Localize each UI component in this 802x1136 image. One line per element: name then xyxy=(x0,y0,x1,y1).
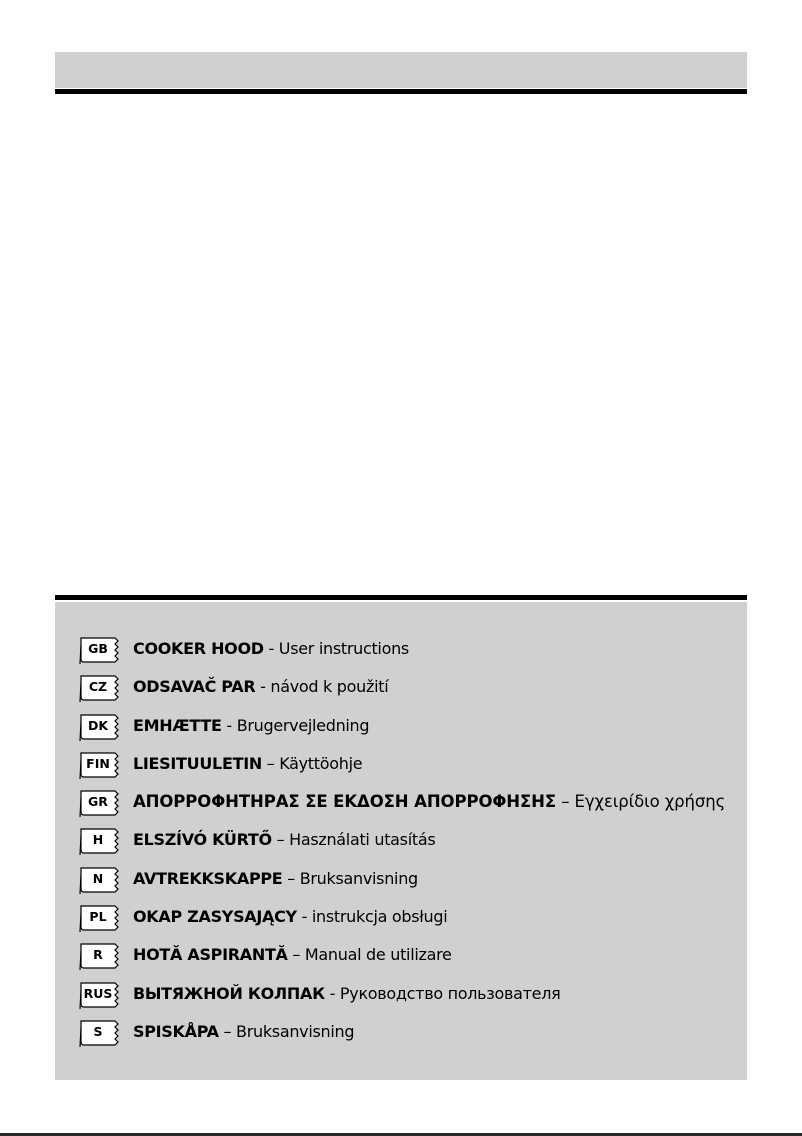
language-code: GB xyxy=(88,641,108,656)
title-separator: - xyxy=(296,907,312,927)
manual-subtitle: Εγχειρίδιο χρήσης xyxy=(574,792,726,812)
language-code: PL xyxy=(89,909,107,925)
language-list xyxy=(80,636,740,1057)
language-item-n xyxy=(80,866,740,904)
product-name: ВЫТЯЖНОЙ КОЛПАК xyxy=(133,983,325,1003)
title-separator: – xyxy=(556,792,575,812)
language-tag-icon xyxy=(80,944,120,966)
language-code: RUS xyxy=(83,985,113,1001)
title-separator: – xyxy=(282,868,300,888)
title-separator: - xyxy=(255,677,271,697)
language-title xyxy=(133,830,435,850)
language-code: GR xyxy=(88,794,108,810)
language-panel xyxy=(55,602,747,1080)
manual-subtitle: Brugervejledning xyxy=(236,715,370,735)
manual-subtitle: návod k použití xyxy=(270,677,389,697)
product-name: OKAP ZASYSAJĄCY xyxy=(133,907,297,927)
language-item-s xyxy=(80,1019,740,1057)
product-name: LIESITUULETIN xyxy=(133,753,262,773)
language-title xyxy=(133,984,560,1004)
language-item-fin xyxy=(80,751,740,789)
language-tag-icon xyxy=(80,868,120,890)
language-tag-icon xyxy=(80,791,120,813)
product-name: AVTREKKSKAPPE xyxy=(133,868,283,888)
language-code: DK xyxy=(87,717,109,733)
title-separator: – xyxy=(287,945,305,965)
product-name: ΑΠΟΡΡΟΦΗΤΗΡΑΣ ΣΕ ΕΚΔΟΣΗ ΑΠΟΡΡΟΦΗΣΗΣ xyxy=(133,792,557,812)
language-tag-icon xyxy=(80,983,120,1005)
header-rule xyxy=(55,89,747,94)
language-tag-icon xyxy=(80,906,120,928)
language-code: N xyxy=(92,870,104,886)
language-title xyxy=(133,945,452,965)
product-name: HOTĂ ASPIRANTĂ xyxy=(133,945,288,965)
language-title xyxy=(133,869,418,889)
language-title xyxy=(133,677,388,697)
language-item-gr xyxy=(80,789,740,827)
manual-subtitle: Manual de utilizare xyxy=(304,945,452,965)
language-item-pl xyxy=(80,904,740,942)
title-separator: – xyxy=(218,1021,237,1041)
title-separator: – xyxy=(271,830,290,850)
language-tag-icon xyxy=(80,753,120,775)
product-name: ELSZÍVÓ KÜRTŐ xyxy=(133,830,272,850)
language-section-rule xyxy=(55,595,747,600)
language-code: FIN xyxy=(86,755,110,771)
product-name: ODSAVAČ PAR xyxy=(133,677,256,697)
product-name: COOKER HOOD xyxy=(133,639,264,658)
language-item-dk xyxy=(80,713,740,751)
manual-subtitle: Használati utasítás xyxy=(289,830,436,850)
title-separator: - xyxy=(263,639,279,658)
manual-subtitle: Руководство пользователя xyxy=(339,983,561,1003)
language-code: S xyxy=(93,1023,103,1039)
language-title xyxy=(133,639,409,659)
manual-subtitle: instrukcja obsługi xyxy=(311,907,448,927)
language-title xyxy=(133,792,725,812)
title-separator: - xyxy=(221,715,237,735)
manual-subtitle: Bruksanvisning xyxy=(236,1021,355,1041)
manual-subtitle: Käyttöohje xyxy=(279,753,363,773)
language-tag-icon xyxy=(80,1021,120,1043)
title-separator: – xyxy=(261,753,280,773)
language-item-r xyxy=(80,942,740,980)
manual-subtitle: User instructions xyxy=(278,639,409,658)
language-code: R xyxy=(93,947,103,963)
language-title xyxy=(133,716,369,736)
manual-subtitle: Bruksanvisning xyxy=(299,868,418,888)
language-title xyxy=(133,754,362,774)
language-tag-icon xyxy=(80,638,120,660)
language-title xyxy=(133,907,447,927)
header-band xyxy=(55,52,747,88)
language-tag-icon xyxy=(80,676,120,698)
language-title xyxy=(133,1022,354,1042)
language-tag-icon xyxy=(80,715,120,737)
language-item-cz xyxy=(80,674,740,712)
product-name: EMHÆTTE xyxy=(133,715,222,735)
language-item-rus xyxy=(80,981,740,1019)
language-code: H xyxy=(92,832,104,848)
language-item-gb xyxy=(80,636,740,674)
language-tag-icon xyxy=(80,829,120,851)
title-separator: - xyxy=(324,983,340,1003)
language-item-h xyxy=(80,827,740,865)
product-name: SPISKÅPA xyxy=(133,1021,219,1041)
language-code: CZ xyxy=(88,679,108,695)
